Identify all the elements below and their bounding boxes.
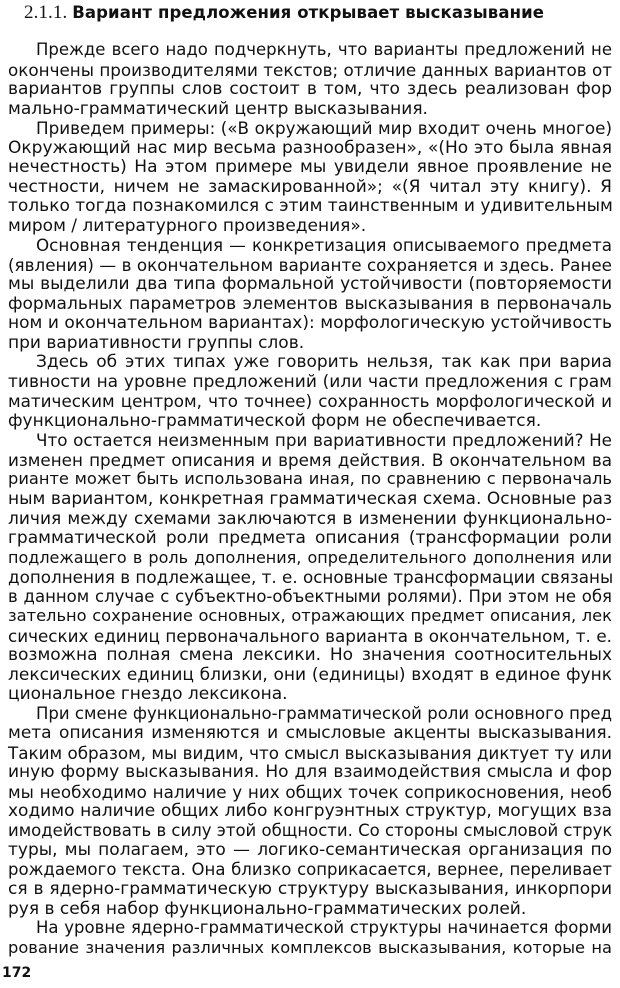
text-line: миром / литературного произведения». — [8, 215, 367, 236]
text-line: Прежде всего надо подчеркнуть, что варианты предложений не — [36, 40, 612, 59]
section-heading — [24, 2, 544, 24]
text-line: дополнения в подлежащее, т. е. основные трансформации связаны — [8, 567, 614, 588]
text-line: функционально-грамматической форм не обеспечивается. — [8, 410, 542, 431]
text-line: ном и окончательном вариантах): морфологическую устойчивость — [8, 313, 612, 334]
text-line: ходимо наличие общих либо конгруэнтных структур, могущих вза — [8, 801, 612, 822]
text-line: мы необходимо наличие у них общих точек соприкосновения, необ — [8, 781, 612, 802]
text-line: Таким образом, мы видим, что смысл высказывания диктует ту или — [8, 742, 612, 763]
text-line: ся в ядерно-грамматическую структуру высказывания, инкорпори — [8, 879, 612, 900]
text-line: Здесь об этих типах уже говорить нельзя, так как при вариа — [36, 352, 612, 373]
text-line: зательно сохранение основных, отражающих предмет описания, лек — [8, 606, 612, 626]
text-line: При смене функционально-грамматической роли основного пред — [36, 703, 612, 723]
text-line: Что остается неизменным при вариативности предложений? Не — [36, 430, 612, 451]
section-number: 2.1.1. — [24, 2, 68, 23]
text-line: матическим центром, что точнее) сохранность морфологической и — [8, 391, 612, 412]
text-line: в данном случае с субъектно-объектными ролями). При этом не обя — [8, 586, 612, 606]
text-line: руя в себя набор функционально-грамматических ролей. — [8, 898, 527, 919]
text-line: возможна полная смена лексики. Но значения соотносительных — [8, 645, 612, 666]
text-line: подлежащего в роль дополнения, определительного дополнения или — [8, 547, 612, 567]
text-line: честности, ничем не замаскированной»; «(Я читал эту книгу). Я — [8, 176, 612, 197]
text-line: только тогда познакомился с этим таинственным и удивительным — [8, 196, 613, 217]
text-line: рианте может быть использована иная, по сравнению с первоначаль — [8, 469, 612, 489]
text-line: изменен предмет описания и время действия. В окончательном ва — [8, 449, 612, 470]
text-line: иную форму высказывания. Но для взаимодействия смысла и фор — [8, 762, 612, 783]
text-line: мально-грамматический центр высказывания. — [8, 98, 428, 119]
text-line: окончены производителями текстов; отличие данных вариантов от — [8, 59, 612, 80]
text-line: имодействовать в силу этой общности. Со стороны смысловой струк — [8, 820, 613, 840]
text-line: На уровне ядерно-грамматической структуры начинается форми — [36, 918, 612, 938]
section-title: Вариант предложения открывает высказывание — [72, 3, 545, 22]
text-line: Приведем примеры: («В окружающий мир входит очень многое) — [36, 118, 612, 139]
text-line: циональное гнездо лексикона. — [8, 684, 288, 705]
text-line: тивности на уровне предложений (или части предложения с грам — [8, 371, 612, 392]
text-line: туры, мы полагаем, это — логико-семантическая организация по — [8, 840, 612, 861]
text-line: лексических единиц близки, они (единицы) входят в единое функ — [8, 664, 612, 685]
text-line: ным вариантом, конкретная грамматическая схема. Основные раз — [8, 489, 612, 509]
text-line: вариантов группы слов состоит в том, что здесь реализован фор — [8, 79, 612, 100]
text-line: рождаемого текста. Она близко соприкасается, вернее, переливает — [8, 859, 612, 879]
text-line: личия между схемами заключаются в изменении функционально- — [8, 508, 612, 529]
text-line: мы выделили два типа формальной устойчивости (повторяемости — [8, 274, 612, 295]
text-line: нечестность) На этом примере мы увидели явное проявление не — [8, 157, 612, 178]
text-line: Основная тенденция — конкретизация описываемого предмета — [36, 235, 612, 256]
text-line: при вариативности группы слов. — [8, 332, 305, 353]
text-line: формальных параметров элементов высказывания в первоначаль — [8, 293, 612, 314]
text-line: мета описания изменяются и смысловые акценты высказывания. — [8, 723, 612, 744]
text-line: грамматической роли предмета описания (трансформации роли — [8, 528, 612, 549]
text-line: (явления) — в окончательном варианте сохраняется и здесь. Ранее — [8, 254, 612, 275]
text-line: Окружающий нас мир весьма разнообразен», «(Но это была явная — [8, 137, 612, 158]
text-line: сических единиц первоначального варианта в окончательном, т. е. — [8, 625, 612, 646]
text-line: рование значения различных комплексов высказывания, которые на — [8, 938, 612, 957]
page-number: 172 — [2, 965, 32, 981]
